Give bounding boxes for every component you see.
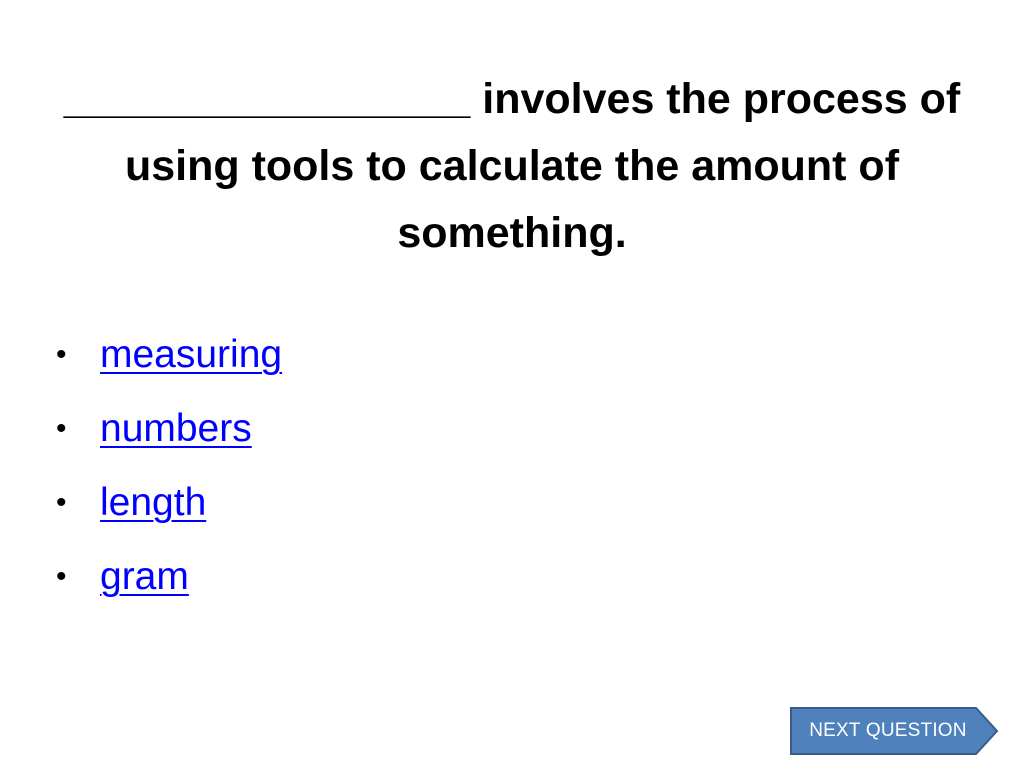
answer-link-gram[interactable]: gram	[100, 555, 189, 598]
bullet-icon: •	[56, 412, 67, 445]
answer-link-numbers[interactable]: numbers	[100, 407, 252, 450]
bullet-icon: •	[56, 560, 67, 593]
bullet-icon: •	[56, 486, 67, 519]
answer-item	[56, 540, 282, 614]
answer-link-measuring[interactable]: measuring	[100, 333, 283, 376]
answer-list	[56, 318, 282, 614]
next-question-label: NEXT QUESTION	[809, 720, 967, 741]
next-question-button[interactable]	[790, 707, 1000, 755]
answer-item	[56, 392, 282, 466]
answer-link-length[interactable]: length	[100, 481, 207, 524]
answer-item	[56, 466, 282, 540]
question-text: _________________ involves the process of using tools to calculate the amount of something.	[63, 75, 961, 257]
answer-item	[56, 318, 282, 392]
bullet-icon: •	[56, 338, 67, 371]
